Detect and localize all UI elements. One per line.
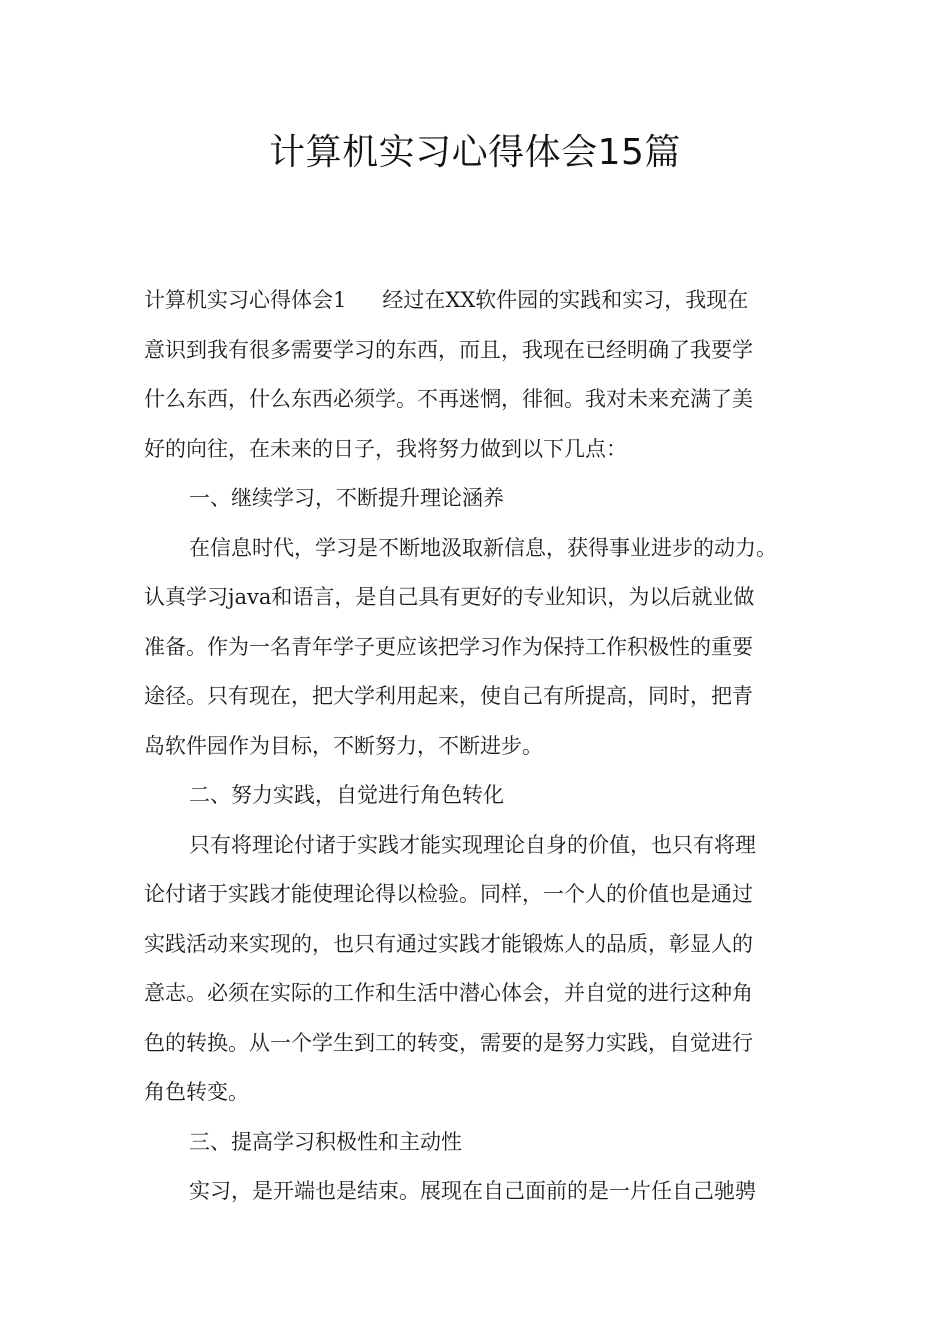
paragraph-line: 准备。作为一名青年学子更应该把学习作为保持工作积极性的重要 — [144, 634, 753, 659]
paragraph-line: 色的转换。从一个学生到工的转变，需要的是努力实践，自觉进行 — [144, 1030, 753, 1055]
paragraph-line: 只有将理论付诸于实践才能实现理论自身的价值，也只有将理 — [189, 832, 756, 857]
paragraph-line: 什么东西，什么东西必须学。不再迷惘，徘徊。我对未来充满了美 — [144, 387, 753, 411]
paragraph-line: 实践活动来实现的，也只有通过实践才能锻炼人的品质，彰显人的 — [144, 931, 753, 956]
paragraph-line: 角色转变。 — [144, 1080, 249, 1104]
section-heading: 一、继续学习，不断提升理论涵养 — [189, 486, 504, 510]
paragraph-line — [144, 280, 809, 330]
section-heading: 三、提高学习积极性和主动性 — [189, 1129, 462, 1154]
document-body — [144, 280, 809, 1221]
paragraph-line: 岛软件园作为目标，不断努力，不断进步。 — [144, 733, 543, 758]
paragraph-line: 在信息时代，学习是不断地汲取新信息，获得事业进步的动力。 — [189, 535, 777, 560]
paragraph-line: 意识到我有很多需要学习的东西，而且，我现在已经明确了我要学 — [144, 337, 753, 362]
paragraph-line: 好的向往，在未来的日子，我将努力做到以下几点： — [144, 436, 627, 461]
paragraph-line: 实习，是开端也是结束。展现在自己面前的是一片任自己驰骋 — [189, 1179, 756, 1203]
document-title: 计算机实习心得体会15篇 — [269, 132, 681, 173]
section-heading-prefix: 计算机实习心得体会1 — [144, 288, 347, 312]
paragraph-line: 论付诸于实践才能使理论得以检验。同样，一个人的价值也是通过 — [144, 882, 753, 906]
paragraph-line: 认真学习java和语言，是自己具有更好的专业知识，为以后就业做 — [144, 585, 755, 609]
line-text: 经过在XX软件园的实践和实习，我现在 — [382, 288, 749, 312]
paragraph-line: 意志。必须在实际的工作和生活中潜心体会，并自觉的进行这种角 — [144, 981, 753, 1005]
section-heading: 二、努力实践，自觉进行角色转化 — [189, 783, 504, 807]
paragraph-line: 途径。只有现在，把大学利用起来，使自己有所提高，同时，把青 — [144, 684, 753, 708]
